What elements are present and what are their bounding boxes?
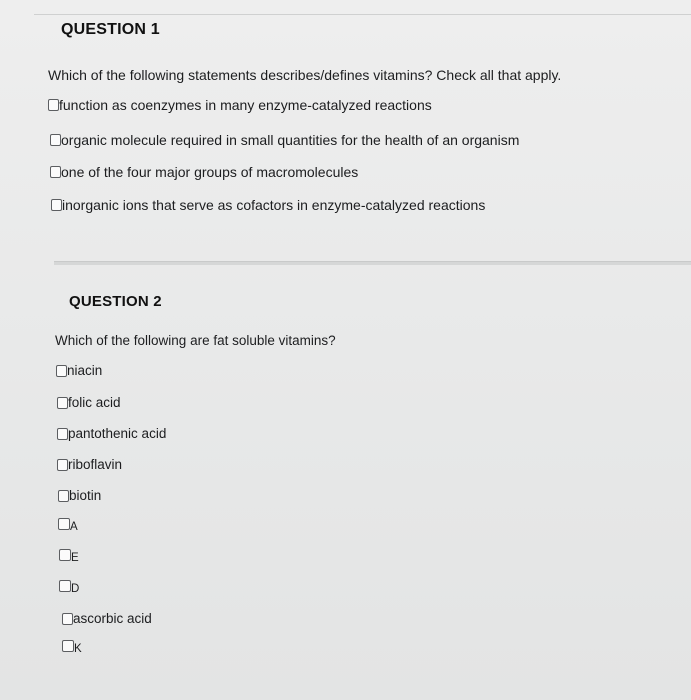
option-label: riboflavin bbox=[68, 457, 123, 472]
question-2 bbox=[0, 262, 691, 700]
q2-option-folic-acid[interactable] bbox=[57, 395, 121, 410]
checkbox[interactable] bbox=[59, 580, 71, 592]
option-label: D bbox=[71, 583, 80, 595]
q1-option-coenzymes[interactable] bbox=[48, 97, 432, 113]
q2-option-biotin[interactable] bbox=[58, 488, 101, 503]
checkbox[interactable] bbox=[57, 397, 68, 409]
checkbox[interactable] bbox=[56, 365, 67, 377]
question-1-text: Which of the following statements describes/defines vitamins? Check all that apply. bbox=[48, 67, 562, 83]
question-1 bbox=[0, 0, 691, 262]
option-label: function as coenzymes in many enzyme-catalyzed reactions bbox=[59, 97, 432, 113]
checkbox[interactable] bbox=[51, 199, 62, 211]
checkbox[interactable] bbox=[62, 613, 73, 625]
q2-option-d[interactable] bbox=[59, 580, 80, 595]
q2-option-a[interactable] bbox=[58, 518, 78, 533]
option-label: pantothenic acid bbox=[68, 426, 167, 441]
q2-option-ascorbic-acid[interactable] bbox=[62, 611, 152, 626]
checkbox[interactable] bbox=[58, 490, 69, 502]
checkbox[interactable] bbox=[57, 459, 68, 471]
question-1-title: QUESTION 1 bbox=[61, 21, 160, 38]
checkbox[interactable] bbox=[57, 428, 68, 440]
option-label: K bbox=[74, 643, 82, 655]
q2-option-e[interactable] bbox=[59, 549, 79, 564]
checkbox[interactable] bbox=[62, 640, 74, 652]
option-label: inorganic ions that serve as cofactors in enzyme-catalyzed reactions bbox=[62, 197, 486, 213]
question-2-text: Which of the following are fat soluble vitamins? bbox=[55, 333, 336, 348]
option-label: ascorbic acid bbox=[73, 611, 152, 626]
q2-option-k[interactable] bbox=[62, 640, 82, 655]
option-label: E bbox=[71, 552, 79, 564]
checkbox[interactable] bbox=[50, 134, 61, 146]
q1-option-inorganic-ions[interactable] bbox=[51, 197, 485, 213]
checkbox[interactable] bbox=[50, 166, 61, 178]
option-label: one of the four major groups of macromolecules bbox=[61, 164, 359, 180]
option-label: folic acid bbox=[68, 395, 121, 410]
checkbox[interactable] bbox=[59, 549, 71, 561]
q2-option-pantothenic-acid[interactable] bbox=[57, 426, 166, 441]
option-label: A bbox=[70, 521, 78, 533]
checkbox[interactable] bbox=[48, 99, 59, 111]
q1-option-macromolecules[interactable] bbox=[50, 164, 358, 180]
q2-option-riboflavin[interactable] bbox=[57, 457, 122, 472]
option-label: niacin bbox=[67, 363, 103, 378]
option-label: biotin bbox=[69, 488, 102, 503]
question-2-title: QUESTION 2 bbox=[69, 293, 162, 310]
q2-option-niacin[interactable] bbox=[56, 363, 102, 378]
option-label: organic molecule required in small quantities for the health of an organism bbox=[61, 132, 520, 148]
q1-option-organic-molecule[interactable] bbox=[50, 132, 519, 148]
checkbox[interactable] bbox=[58, 518, 70, 530]
